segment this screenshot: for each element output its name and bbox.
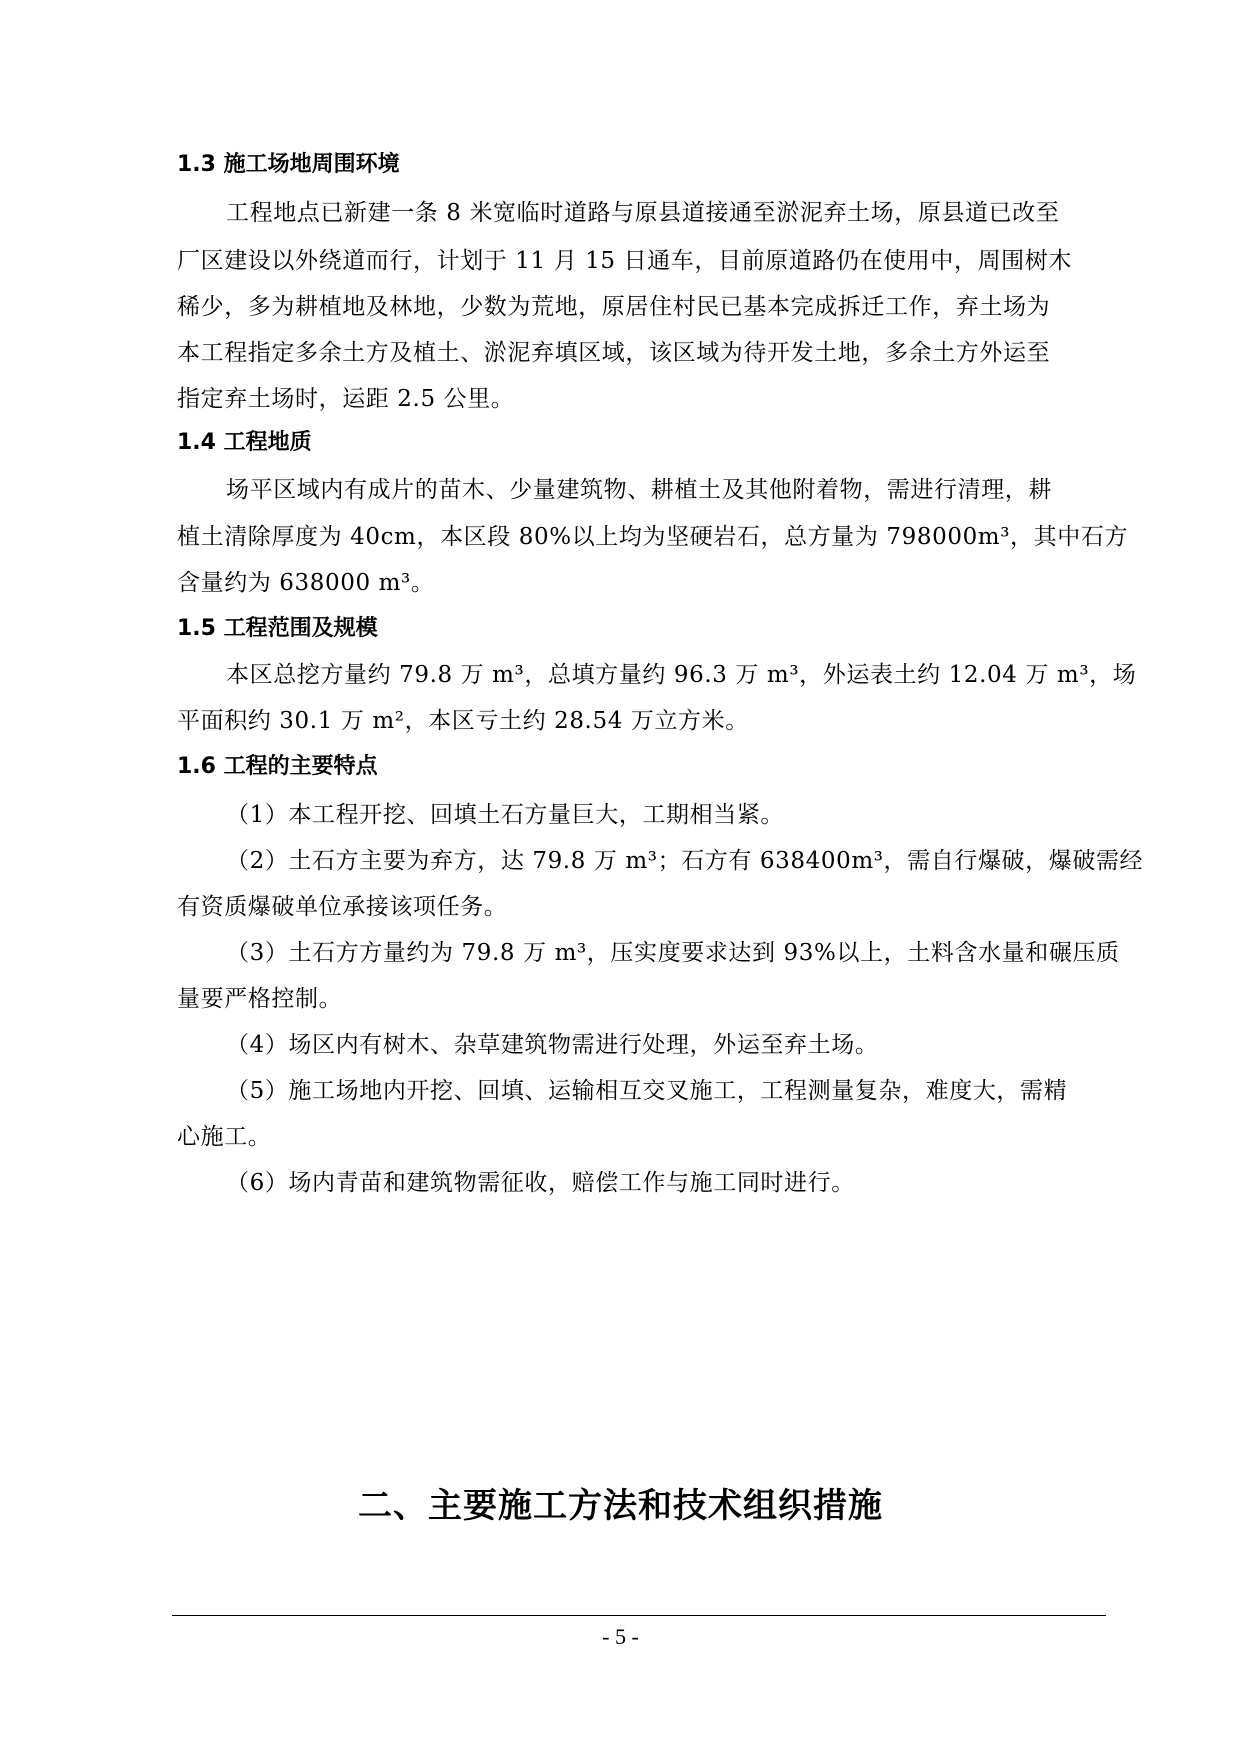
- section-heading-1-5: 1.5 工程范围及规模: [177, 616, 378, 641]
- paragraph-line: 稀少，多为耕植地及林地，少数为荒地，原居住村民已基本完成拆迁工作，弃土场为: [177, 294, 1051, 320]
- section-heading-1-4: 1.4 工程地质: [177, 430, 312, 455]
- paragraph-line: 本工程指定多余土方及植土、淤泥弃填区域，该区域为待开发土地，多余土方外运至: [177, 340, 1051, 366]
- list-item: （6）场内青苗和建筑物需征收，赔偿工作与施工同时进行。: [226, 1170, 855, 1196]
- list-item: （2）土石方主要为弃方，达 79.8 万 m³；石方有 638400m³，需自行爆破，爆破需经: [226, 848, 1144, 874]
- footer-divider: [172, 1615, 1106, 1616]
- paragraph-line: 含量约为 638000 m³。: [177, 570, 435, 596]
- paragraph-line: 本区总挖方量约 79.8 万 m³，总填方量约 96.3 万 m³，外运表土约 12.04 万 m³，场: [226, 662, 1137, 688]
- list-item-continuation: 量要严格控制。: [177, 986, 343, 1012]
- list-item-continuation: 有资质爆破单位承接该项任务。: [177, 894, 508, 920]
- page-number: - 5 -: [602, 1624, 639, 1649]
- list-item: （4）场区内有树木、杂草建筑物需进行处理，外运至弃土场。: [226, 1032, 879, 1058]
- paragraph-line: 厂区建设以外绕道而行，计划于 11 月 15 日通车，目前原道路仍在使用中，周围树木: [177, 248, 1072, 274]
- chapter-title: 二、主要施工方法和技术组织措施: [358, 1486, 883, 1526]
- section-heading-1-3: 1.3 施工场地周围环境: [177, 152, 400, 177]
- section-heading-1-6: 1.6 工程的主要特点: [177, 754, 378, 779]
- list-item: （3）土石方方量约为 79.8 万 m³，压实度要求达到 93%以上，土料含水量和碾压质: [226, 940, 1120, 966]
- list-item-continuation: 心施工。: [177, 1124, 272, 1150]
- paragraph-line: 工程地点已新建一条 8 米宽临时道路与原县道接通至淤泥弃土场，原县道已改至: [226, 200, 1060, 226]
- list-item: （1）本工程开挖、回填土石方量巨大，工期相当紧。: [226, 802, 785, 828]
- paragraph-line: 平面积约 30.1 万 m²，本区亏土约 28.54 万立方米。: [177, 708, 749, 734]
- paragraph-line: 植土清除厚度为 40cm，本区段 80%以上均为坚硬岩石，总方量为 798000m³，其中石方: [177, 524, 1129, 550]
- list-item: （5）施工场地内开挖、回填、运输相互交叉施工，工程测量复杂，难度大，需精: [226, 1078, 1068, 1104]
- paragraph-line: 场平区域内有成片的苗木、少量建筑物、耕植土及其他附着物，需进行清理，耕: [226, 477, 1052, 503]
- paragraph-line: 指定弃土场时，运距 2.5 公里。: [177, 386, 515, 412]
